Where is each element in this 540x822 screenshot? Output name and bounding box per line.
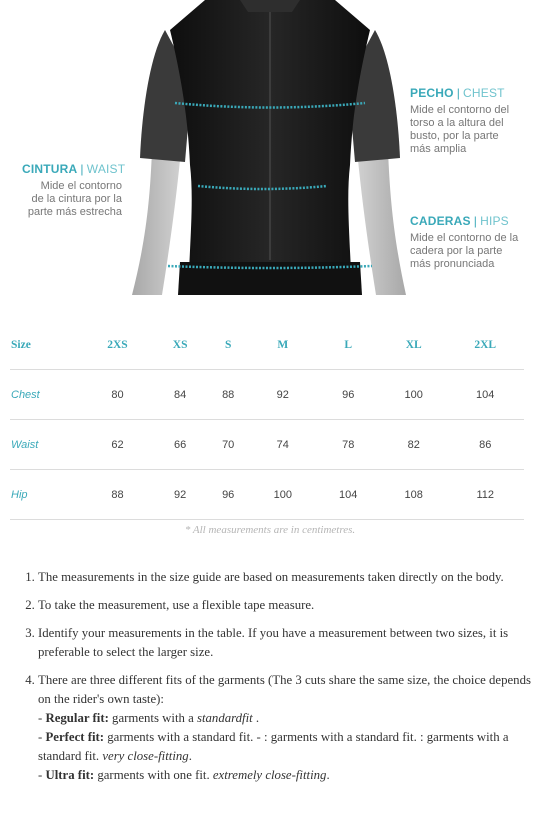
right-arm <box>358 150 406 295</box>
table-cell: 84 <box>154 370 206 420</box>
instruction-item: 1. The measurements in the size guide are based on measurements taken directly on the body. <box>38 568 540 587</box>
chest-heading <box>410 86 530 100</box>
fit-dash: - <box>38 711 46 725</box>
column-header: Size <box>10 320 81 370</box>
chest-desc-line: más amplia <box>410 143 467 155</box>
measurement-figure <box>0 0 540 300</box>
waist-desc-line: parte más estrecha <box>27 206 122 218</box>
chest-desc-line: busto, por la parte <box>410 130 499 142</box>
hips-heading <box>410 214 530 228</box>
instruction-item: 2. To take the measurement, use a flexible tape measure. <box>38 596 540 615</box>
table-cell: 66 <box>154 420 206 470</box>
waist-label-es: CINTURA <box>22 162 78 176</box>
instruction-item: 3. Identify your measurements in the table. If you have a measurement between two sizes, it is preferable to select the larger size. <box>38 624 540 662</box>
chest-desc-line: Mide el contorno del <box>410 104 510 116</box>
table-row <box>10 370 524 420</box>
table-row <box>10 420 524 470</box>
table-cell: 104 <box>316 470 381 520</box>
chest-label-en: CHEST <box>463 86 505 100</box>
chest-desc-line: torso a la altura del <box>410 117 504 129</box>
chest-separator: | <box>456 86 461 100</box>
table-cell: 62 <box>81 420 154 470</box>
hips-desc-line: cadera por la parte <box>410 245 503 257</box>
table-cell: 108 <box>381 470 446 520</box>
fit-tail: . <box>252 711 260 725</box>
column-header: XS <box>154 320 206 370</box>
table-cell: 86 <box>446 420 524 470</box>
fit-text: garments with a standard fit. - : garments with a standard fit. : garments with a standard fit. <box>38 730 509 763</box>
fit-emphasis: extremely close-fitting <box>212 768 327 782</box>
size-table <box>10 320 524 520</box>
ultra-fit-line <box>38 766 540 785</box>
fits-intro: There are three different fits of the garments (The 3 cuts share the same size, the choice depends on the rider's own taste): <box>38 673 531 706</box>
waist-annotation <box>22 162 126 219</box>
column-header: 2XL <box>446 320 524 370</box>
table-cell: 92 <box>250 370 315 420</box>
column-header: XL <box>381 320 446 370</box>
table-cell: 70 <box>206 420 250 470</box>
hips-separator: | <box>473 214 478 228</box>
table-row <box>10 470 524 520</box>
chest-description <box>410 104 530 156</box>
table-cell: 78 <box>316 420 381 470</box>
instruction-item <box>38 671 540 785</box>
hips-annotation <box>410 214 530 271</box>
hips-description <box>410 232 530 271</box>
fit-tail: . <box>188 749 192 763</box>
column-header: S <box>206 320 250 370</box>
column-header: 2XS <box>81 320 154 370</box>
fit-emphasis: standardfit <box>197 711 253 725</box>
table-cell: 96 <box>316 370 381 420</box>
table-cell: 112 <box>446 470 524 520</box>
hips-desc-line: Mide el contorno de la <box>410 232 519 244</box>
waist-separator: | <box>80 162 84 176</box>
measurement-note: * All measurements are in centimetres. <box>184 524 356 536</box>
column-header: L <box>316 320 381 370</box>
fit-name: Ultra fit: <box>45 768 95 782</box>
hips-label-es: CADERAS <box>410 214 471 228</box>
regular-fit-line <box>38 709 540 728</box>
row-label: Hip <box>10 470 81 520</box>
waist-label-en: WAIST <box>86 162 126 176</box>
hips-desc-line: más pronunciada <box>410 258 495 270</box>
table-cell: 96 <box>206 470 250 520</box>
chest-label-es: PECHO <box>410 86 454 100</box>
fit-dash: - <box>38 768 46 782</box>
table-cell: 80 <box>81 370 154 420</box>
row-label: Waist <box>10 420 81 470</box>
fit-dash: - <box>38 730 46 744</box>
table-cell: 88 <box>81 470 154 520</box>
table-cell: 92 <box>154 470 206 520</box>
waist-heading <box>22 162 126 176</box>
table-cell: 88 <box>206 370 250 420</box>
fit-name: Perfect fit: <box>45 730 105 744</box>
fit-tail: . <box>326 768 330 782</box>
waist-desc-line: Mide el contorno <box>40 180 122 192</box>
row-label: Chest <box>10 370 81 420</box>
fit-text: garments with one fit. <box>94 768 213 782</box>
table-cell: 82 <box>381 420 446 470</box>
table-cell: 100 <box>381 370 446 420</box>
collar <box>240 0 300 12</box>
table-cell: 104 <box>446 370 524 420</box>
chest-annotation <box>410 86 530 156</box>
left-arm <box>132 150 180 295</box>
hips-label-en: HIPS <box>480 214 509 228</box>
fit-text: garments with a <box>108 711 197 725</box>
instructions-list <box>18 568 540 794</box>
fit-emphasis: very close-fitting <box>102 749 189 763</box>
waist-description <box>22 180 122 219</box>
perfect-fit-line <box>38 728 540 766</box>
waist-desc-line: de la cintura por la <box>31 193 122 205</box>
table-header-row <box>10 320 524 370</box>
table-cell: 74 <box>250 420 315 470</box>
fit-name: Regular fit: <box>45 711 109 725</box>
table-cell: 100 <box>250 470 315 520</box>
column-header: M <box>250 320 315 370</box>
